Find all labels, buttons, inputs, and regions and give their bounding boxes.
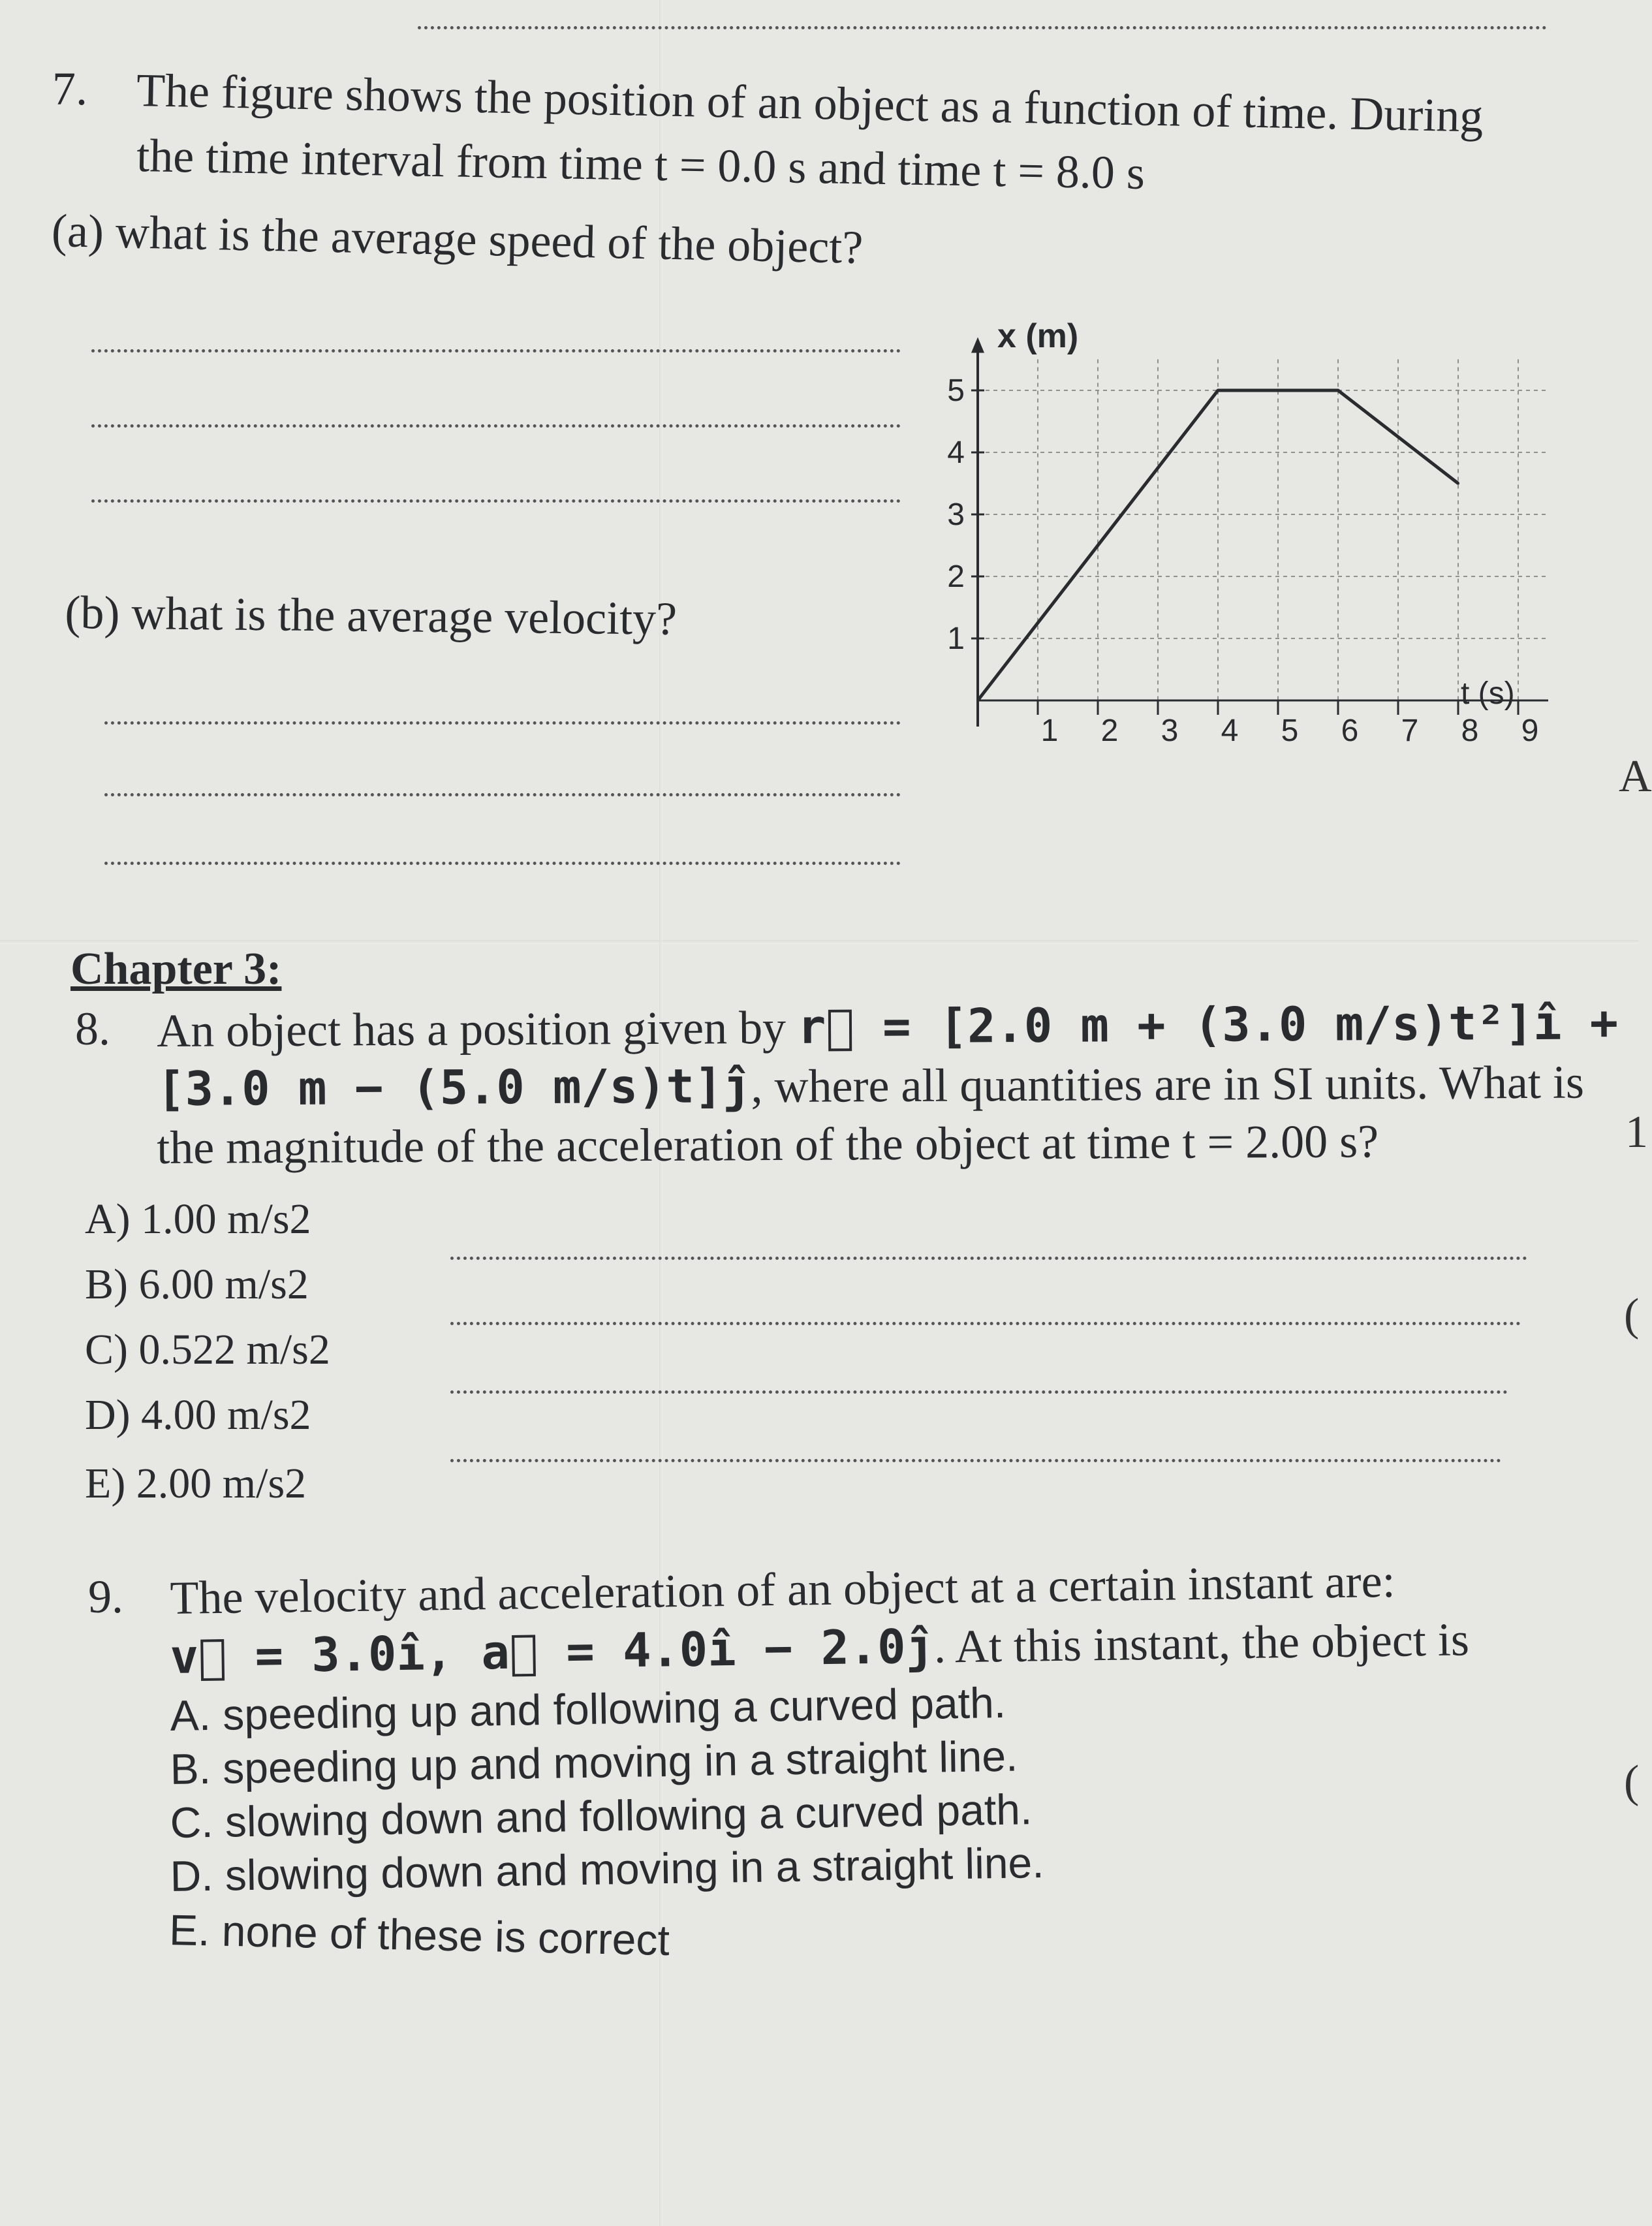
edge-mark: ( (1624, 1290, 1640, 1340)
x-tick-label: 4 (1221, 713, 1239, 748)
answer-line (450, 1459, 1501, 1462)
data-point (976, 699, 979, 702)
y-tick-label: 4 (947, 435, 965, 470)
position-equation: [3.0 m − (5.0 m/s)t]ĵ (157, 1058, 751, 1116)
y-tick-label: 5 (947, 373, 965, 408)
question-part-b: (b) what is the average velocity? (65, 586, 678, 645)
answer-option: B) 6.00 m/s2 (85, 1261, 309, 1308)
question-number: 9. (88, 1571, 123, 1623)
answer-option: B. speeding up and moving in a straight line. (170, 1731, 1018, 1793)
x-tick-label: 6 (1341, 713, 1359, 748)
series-line-position (978, 390, 1458, 700)
question-text (157, 994, 1618, 1059)
x-tick-label: 1 (1040, 713, 1059, 748)
question-part-a: (a) what is the average speed of the object? (51, 204, 864, 274)
question-text: the magnitude of the acceleration of the object at time t = 2.00 s? (157, 1115, 1379, 1174)
answer-line (450, 1257, 1527, 1260)
data-series (976, 389, 1459, 702)
edge-mark: A (1619, 751, 1652, 802)
answer-option: E. none of these is correct (168, 1905, 670, 1965)
question-text: the time interval from time t = 0.0 s and time t = 8.0 s (136, 129, 1145, 199)
answer-line (91, 499, 901, 503)
data-point (1457, 482, 1459, 485)
answer-option: C) 0.522 m/s2 (85, 1326, 330, 1373)
x-tick-label: 3 (1161, 713, 1179, 748)
answer-line (104, 862, 901, 865)
y-tick-label: 3 (947, 497, 965, 532)
y-axis-arrow (971, 337, 984, 353)
edge-mark: 1 (1625, 1107, 1648, 1157)
x-tick-label: 2 (1100, 713, 1119, 748)
y-axis-label: x (m) (997, 317, 1079, 355)
y-tick-label: 1 (947, 621, 965, 656)
x-tick-label: 8 (1461, 713, 1479, 748)
x-tick-label: 9 (1521, 713, 1539, 748)
question-text-span: . At this instant, the object is (933, 1613, 1470, 1673)
velocity-acceleration-equation: v⃗ = 3.0î, a⃗ = 4.0î − 2.0ĵ (170, 1618, 935, 1684)
answer-option: C. slowing down and following a curved path. (170, 1785, 1033, 1847)
x-axis-label: t (s) (1461, 676, 1515, 711)
answer-option: A) 1.00 m/s2 (85, 1195, 311, 1243)
question-text-span: , where all quantities are in SI units. What is (751, 1056, 1585, 1113)
grid (978, 360, 1548, 701)
data-point (1337, 389, 1339, 392)
answer-line (418, 26, 1547, 29)
edge-mark: ( (1624, 1757, 1640, 1807)
answer-line (104, 721, 901, 725)
answer-line (104, 793, 901, 796)
answer-option: D. slowing down and moving in a straight line. (170, 1838, 1045, 1900)
answer-line (450, 1322, 1521, 1325)
x-tick-label: 5 (1281, 713, 1299, 748)
question-text-span: An object has a position given by (157, 1001, 798, 1057)
question-number: 8. (75, 1003, 110, 1055)
position-equation: r⃗ = [2.0 m + (3.0 m/s)t²]î + (797, 995, 1619, 1054)
chapter-heading: Chapter 3: (70, 944, 282, 994)
question-text: The velocity and acceleration of an object at a certain instant are: (170, 1554, 1396, 1624)
answer-line (91, 424, 901, 428)
question-number: 7. (52, 63, 87, 115)
answer-line (91, 349, 901, 353)
answer-line (450, 1390, 1508, 1394)
tick-labels (947, 373, 1538, 748)
question-text: The figure shows the position of an object as a function of time. During (136, 63, 1484, 142)
question-text (157, 1054, 1584, 1118)
x-tick-label: 7 (1401, 713, 1419, 748)
answer-option: A. speeding up and following a curved path. (170, 1678, 1006, 1740)
data-point (1217, 389, 1219, 392)
position-time-graph (901, 307, 1593, 777)
answer-option: E) 2.00 m/s2 (85, 1460, 307, 1507)
y-tick-label: 2 (947, 559, 965, 594)
axes (971, 337, 1548, 727)
answer-option: D) 4.00 m/s2 (85, 1391, 311, 1439)
